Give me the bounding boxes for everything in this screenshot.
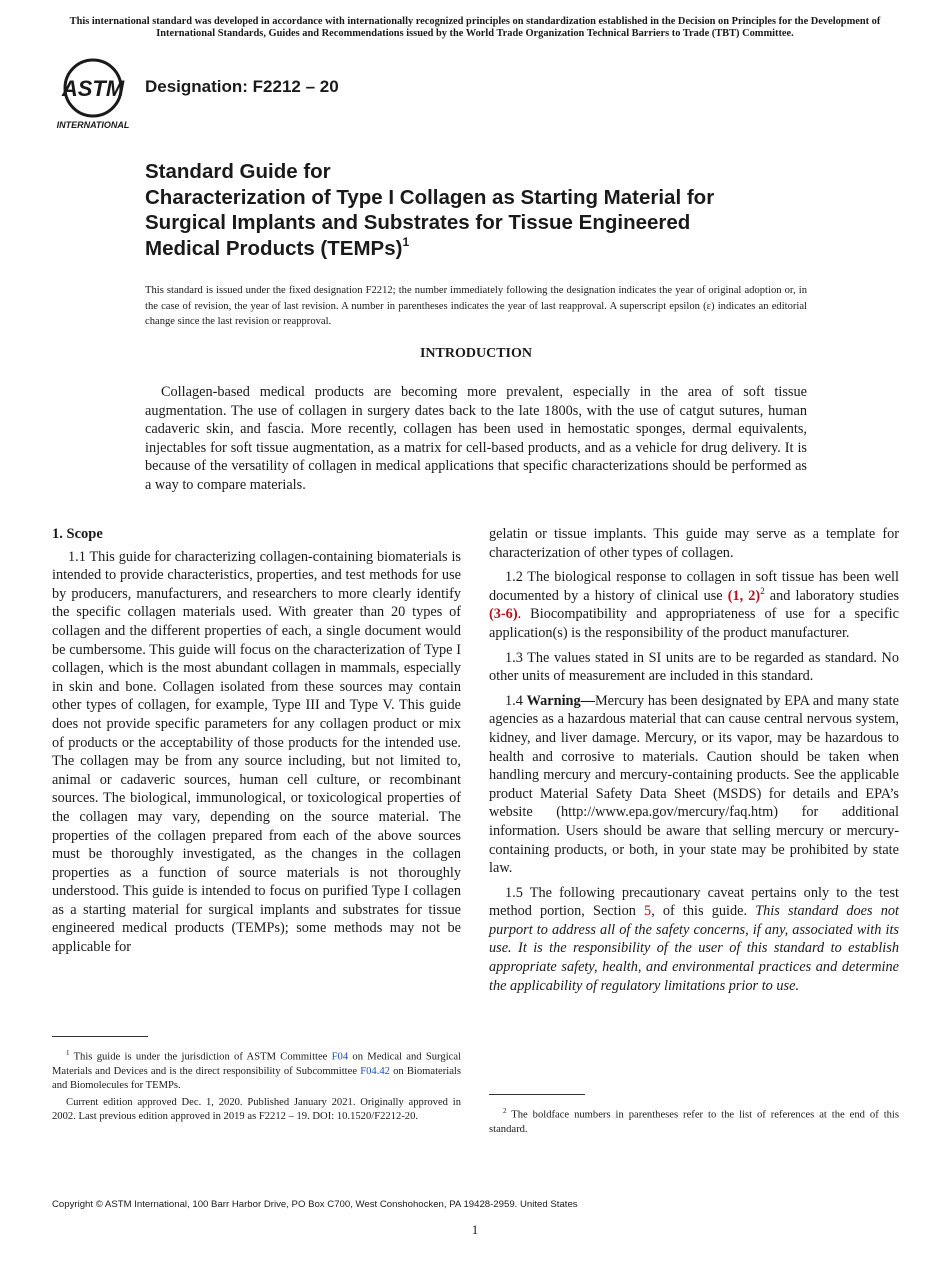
reference-link-1-2[interactable]: (1, 2) bbox=[727, 587, 761, 604]
committee-f04-link[interactable]: F04 bbox=[331, 1051, 349, 1063]
title-line-4: Medical Products (TEMPs) bbox=[145, 236, 403, 260]
left-column bbox=[52, 525, 461, 963]
footnote-divider-left bbox=[52, 1036, 148, 1037]
designation: Designation: F2212 – 20 bbox=[145, 77, 339, 96]
section-5-link[interactable]: 5 bbox=[644, 903, 652, 920]
logo-text: ASTM bbox=[61, 76, 125, 101]
reference-link-3-6[interactable]: (3-6) bbox=[489, 606, 518, 623]
introduction-heading: INTRODUCTION bbox=[419, 346, 532, 361]
document-title bbox=[145, 159, 865, 261]
footnote-1: $^1$ This guide is under the jurisdiction of ASTM Committee F04 on Medical and Surgical Materials and Devices and is the direct responsibility of Subcommittee F04.42 on Biomaterials and Biomolecules for TEMPs. Current edition approved Dec. 1, 2020. Published January 2021. Originally approved in 2002. Last previous edition approved in 2019 as F2212 – 19. DOI: 10.1520/F2212-20. bbox=[52, 1049, 461, 1122]
astm-logo bbox=[52, 56, 134, 132]
safety-caveat: This standard does not purport to address all of the safety concerns, if any, associated with its use. It is the responsibility of the user of this standard to establish appropriate safety, health, and environmental practices and determine the applicability of regulatory limitations prior to use. bbox=[489, 903, 899, 994]
title-line-3: Surgical Implants and Substrates for Tissue Engineered bbox=[145, 211, 691, 234]
paragraph-1-1-continued: gelatin or tissue implants. This guide may serve as a template for characterization of other types of collagen. bbox=[489, 526, 899, 561]
page-number: 1 bbox=[471, 1222, 479, 1237]
right-column bbox=[489, 525, 899, 1001]
paragraph-1-5: 1.5 The following precautionary caveat pertains only to the test method portion, Section 5, of this guide. This standard does not purport to address all of the safety concerns, if any, associated with its use. It is the responsibility of the user of this standard to establish appropriate safety, health, and environmental practices and determine the applicability of regulatory limitations prior to use. bbox=[489, 884, 899, 994]
logo-subtext: INTERNATIONAL bbox=[56, 120, 130, 130]
standard-issuance-note: This standard is issued under the fixed designation F2212; the number immediately following the designation indicates the year of original adoption or, in the case of revision, the year of last revision. A number in parentheses indicates the year of last reapproval. A superscript epsilon (ε) indicates an editorial change since the last revision or reapproval. bbox=[145, 285, 807, 327]
subcommittee-f04-42-link[interactable]: F04.42 bbox=[360, 1065, 390, 1077]
title-footnote-mark[interactable]: 1 bbox=[402, 234, 410, 249]
footnote-1-mark: 1 bbox=[66, 1049, 70, 1057]
paragraph-1-2: 1.2 The biological response to collagen in soft tissue has been well documented by a history of clinical use (1, 2)$^2$ and laboratory studies (3-6). Biocompatibility and appropriateness of use for a specific application(s) is the responsibility of the product manufacturer. bbox=[489, 569, 900, 641]
title-line-1: Standard Guide for bbox=[145, 160, 331, 183]
footnote-2-mark[interactable]: 2 bbox=[760, 585, 765, 596]
title-line-2: Characterization of Type I Collagen as Starting Material for bbox=[145, 185, 715, 209]
footnote-divider-right bbox=[489, 1094, 585, 1095]
warning-label: Warning— bbox=[526, 692, 595, 709]
footnote-2-number: 2 bbox=[503, 1107, 507, 1115]
paragraph-1-1: 1.1 This guide for characterizing collagen-containing biomaterials is intended to provide characteristics, properties, and test methods for use by producers, manufacturers, and researchers to more clearly identify the specific collagen materials used. With greater than 20 types of collagen and the different properties of each, a single document would be cumbersome. This guide will focus on the characterization of Type I collagen, which is the most abundant collagen in mammals, especially in skin and bone. Collagen isolated from these sources may contain other types of collagen, for example, Type III and Type V. This guide does not provide specific parameters for any collagen product or mix of products or the acceptability of those products for the intended use. The collagen may be from any source including, but not limited to, animal or cadaveric sources, human cell culture, or recombinant sources. The biological, immunological, or toxicological properties of the collagen may vary, depending on the source material. The properties of the collagen prepared from each of the above sources must be thoroughly investigated, as the changes in the collagen properties as a function of source materials is not thoroughly understood. This guide is intended to focus on purified Type I collagen as a starting material for surgical implants and substrates for tissue engineered medical products (TEMPs); some methods may not be applicable for bbox=[52, 548, 461, 956]
paragraph-1-4: 1.4 Warning—Mercury has been designated by EPA and many state agencies as a hazardous material that can cause central nervous system, kidney, and liver damage. Mercury, or its vapor, may be hazardous to health and corrosive to materials. Caution should be taken when handling mercury and mercury-containing products. See the applicable product Material Safety Data Sheet (MSDS) for details and EPA’s website (http://www.epa.gov/mercury/faq.htm) for additional information. Users should be aware that selling mercury or mercury-containing products, or both, in your state may be prohibited by state law. bbox=[489, 692, 899, 877]
scope-heading: 1. Scope bbox=[52, 526, 103, 542]
wto-notice: This international standard was developed in accordance with internationally recognized principles on standardization established in the Decision on Principles for the Development of International Standards, Guides and Recommendations issued by the World Trade Organization Technical Barriers to Trade (TBT) Committee. bbox=[69, 16, 881, 39]
edition-approval-note: Current edition approved Dec. 1, 2020. Published January 2021. Originally approved in 2002. Last previous edition approved in 2019 as F2212 – 19. DOI: 10.1520/F2212-20. bbox=[52, 1096, 461, 1122]
paragraph-1-3: 1.3 The values stated in SI units are to be regarded as standard. No other units of measurement are included in this standard. bbox=[489, 649, 899, 685]
introduction-body: Collagen-based medical products are becoming more prevalent, especially in the area of soft tissue augmentation. The use of collagen in surgery dates back to the late 1800s, with the use of catgut sutures, human cadaveric skin, and fascia. More recently, collagen has been used in hemostatic sponges, dermal equivalents, injectables for soft tissue augmentation, as a matrix for cell-based products, and as a vehicle for drug delivery. It is because of the versatility of collagen in medical applications that specific characterizations should be performed as a way to compare materials. bbox=[145, 384, 807, 493]
copyright-line: Copyright © ASTM International, 100 Barr Harbor Drive, PO Box C700, West Conshohocken, PA 19428-2959. United States bbox=[52, 1199, 578, 1210]
footnote-2: $^2$ The boldface numbers in parentheses refer to the list of references at the end of this standard. bbox=[489, 1107, 899, 1135]
